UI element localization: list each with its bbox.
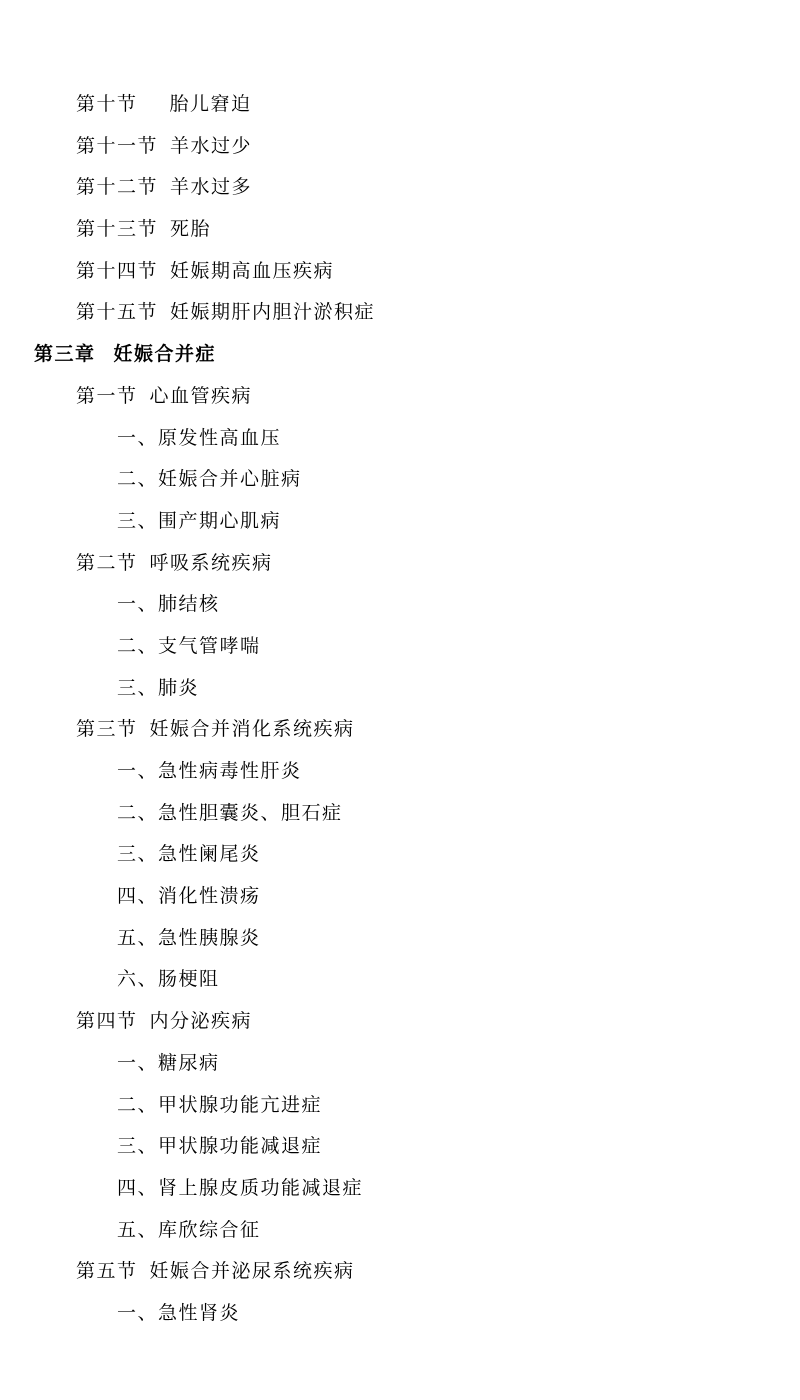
toc-entry-title: 妊娠期肝内胆汁淤积症: [170, 301, 376, 324]
toc-entry-item: [0, 876, 800, 918]
toc-entry-section: [0, 543, 800, 585]
toc-entry-number: 第十四节: [76, 259, 159, 282]
toc-entry-section: [0, 167, 800, 209]
toc-entry-number: 六、: [117, 968, 159, 991]
toc-entry-number: 三、: [117, 843, 159, 866]
toc-entry-number: 一、: [117, 426, 159, 449]
toc-entry-number: 一、: [117, 593, 159, 616]
toc-entry-title: 妊娠合并消化系统疾病: [149, 718, 355, 741]
toc-entry-number: 第十五节: [76, 301, 159, 324]
toc-entry-title: 内分泌疾病: [149, 1010, 253, 1033]
toc-entry-section: [0, 376, 800, 418]
toc-entry-title: 原发性高血压: [158, 426, 282, 449]
toc-entry-title: 妊娠合并泌尿系统疾病: [149, 1260, 355, 1283]
toc-entry-item: [0, 1168, 800, 1210]
toc-entry-number: 三、: [117, 1135, 159, 1158]
toc-entry-number: 四、: [117, 885, 159, 908]
toc-entry-number: 第三章: [34, 343, 96, 366]
toc-entry-number: 第十节: [76, 93, 138, 115]
toc-entry-number: 第十三节: [76, 218, 159, 241]
toc-entry-item: [0, 918, 800, 960]
toc-entry-section: [0, 126, 800, 168]
toc-entry-title: 妊娠合并心脏病: [158, 468, 302, 491]
toc-entry-title: 肾上腺皮质功能减退症: [158, 1176, 364, 1199]
toc-entry-item: [0, 459, 800, 501]
toc-entry-title: 急性胰腺炎: [158, 926, 261, 949]
toc-entry-number: 五、: [117, 1218, 159, 1241]
toc-entry-title: 围产期心肌病: [158, 509, 282, 532]
toc-entry-title: 肺结核: [158, 593, 220, 616]
toc-entry-title: 消化性溃疡: [158, 885, 261, 908]
toc-entry-section: [0, 251, 800, 293]
toc-entry-number: 二、: [117, 801, 159, 824]
toc-entry-number: 四、: [117, 1176, 159, 1199]
toc-entry-section: [0, 84, 800, 126]
table-of-contents: [0, 84, 800, 1335]
toc-entry-chapter: [0, 334, 800, 376]
toc-entry-number: 一、: [117, 1301, 159, 1324]
toc-entry-title: 心血管疾病: [149, 384, 253, 407]
toc-entry-number: 二、: [117, 634, 159, 657]
toc-entry-title: 羊水过少: [170, 134, 253, 157]
toc-entry-title: 甲状腺功能减退症: [158, 1135, 323, 1158]
toc-entry-number: 第五节: [76, 1260, 138, 1283]
toc-entry-number: 第一节: [76, 384, 138, 407]
toc-entry-number: 三、: [117, 676, 159, 699]
toc-entry-item: [0, 668, 800, 710]
toc-entry-number: 一、: [117, 760, 159, 782]
toc-entry-number: 二、: [117, 468, 159, 491]
toc-entry-item: [0, 959, 800, 1001]
toc-entry-section: [0, 709, 800, 751]
toc-entry-title: 甲状腺功能亢进症: [158, 1093, 323, 1116]
toc-entry-number: 第十二节: [76, 176, 159, 199]
toc-entry-item: [0, 626, 800, 668]
toc-entry-item: [0, 1210, 800, 1252]
toc-entry-title: 急性阑尾炎: [158, 843, 261, 866]
toc-entry-title: 支气管哮喘: [158, 634, 261, 657]
toc-entry-title: 妊娠期高血压疾病: [170, 259, 335, 282]
toc-entry-item: [0, 584, 800, 626]
toc-entry-item: [0, 1043, 800, 1085]
toc-entry-section: [0, 1001, 800, 1043]
toc-entry-title: 肺炎: [158, 676, 200, 699]
toc-entry-title: 妊娠合并症: [113, 343, 217, 366]
toc-entry-item: [0, 751, 800, 793]
toc-entry-title: 胎儿窘迫: [169, 93, 252, 115]
toc-entry-title: 肠梗阻: [158, 968, 220, 991]
toc-entry-item: [0, 418, 800, 460]
toc-entry-item: [0, 501, 800, 543]
toc-entry-title: 急性胆囊炎、胆石症: [158, 801, 343, 824]
toc-entry-title: 糖尿病: [158, 1051, 220, 1074]
toc-entry-title: 急性病毒性肝炎: [158, 760, 302, 782]
toc-entry-number: 一、: [117, 1051, 159, 1074]
toc-entry-number: 第三节: [76, 718, 138, 741]
toc-entry-title: 死胎: [170, 218, 212, 241]
toc-entry-section: [0, 292, 800, 334]
toc-entry-title: 急性肾炎: [158, 1301, 241, 1324]
toc-entry-number: 二、: [117, 1093, 159, 1116]
toc-entry-item: [0, 1126, 800, 1168]
toc-entry-number: 三、: [117, 509, 159, 532]
toc-entry-item: [0, 1293, 800, 1335]
toc-entry-item: [0, 793, 800, 835]
toc-entry-title: 呼吸系统疾病: [149, 551, 273, 574]
toc-entry-number: 第二节: [76, 551, 138, 574]
toc-entry-title: 库欣综合征: [158, 1218, 261, 1241]
toc-entry-number: 五、: [117, 926, 159, 949]
toc-entry-item: [0, 834, 800, 876]
toc-entry-section: [0, 209, 800, 251]
toc-entry-item: [0, 1085, 800, 1127]
toc-entry-number: 第四节: [76, 1010, 138, 1033]
toc-entry-title: 羊水过多: [170, 176, 253, 199]
toc-entry-number: 第十一节: [76, 134, 159, 157]
toc-entry-section: [0, 1251, 800, 1293]
